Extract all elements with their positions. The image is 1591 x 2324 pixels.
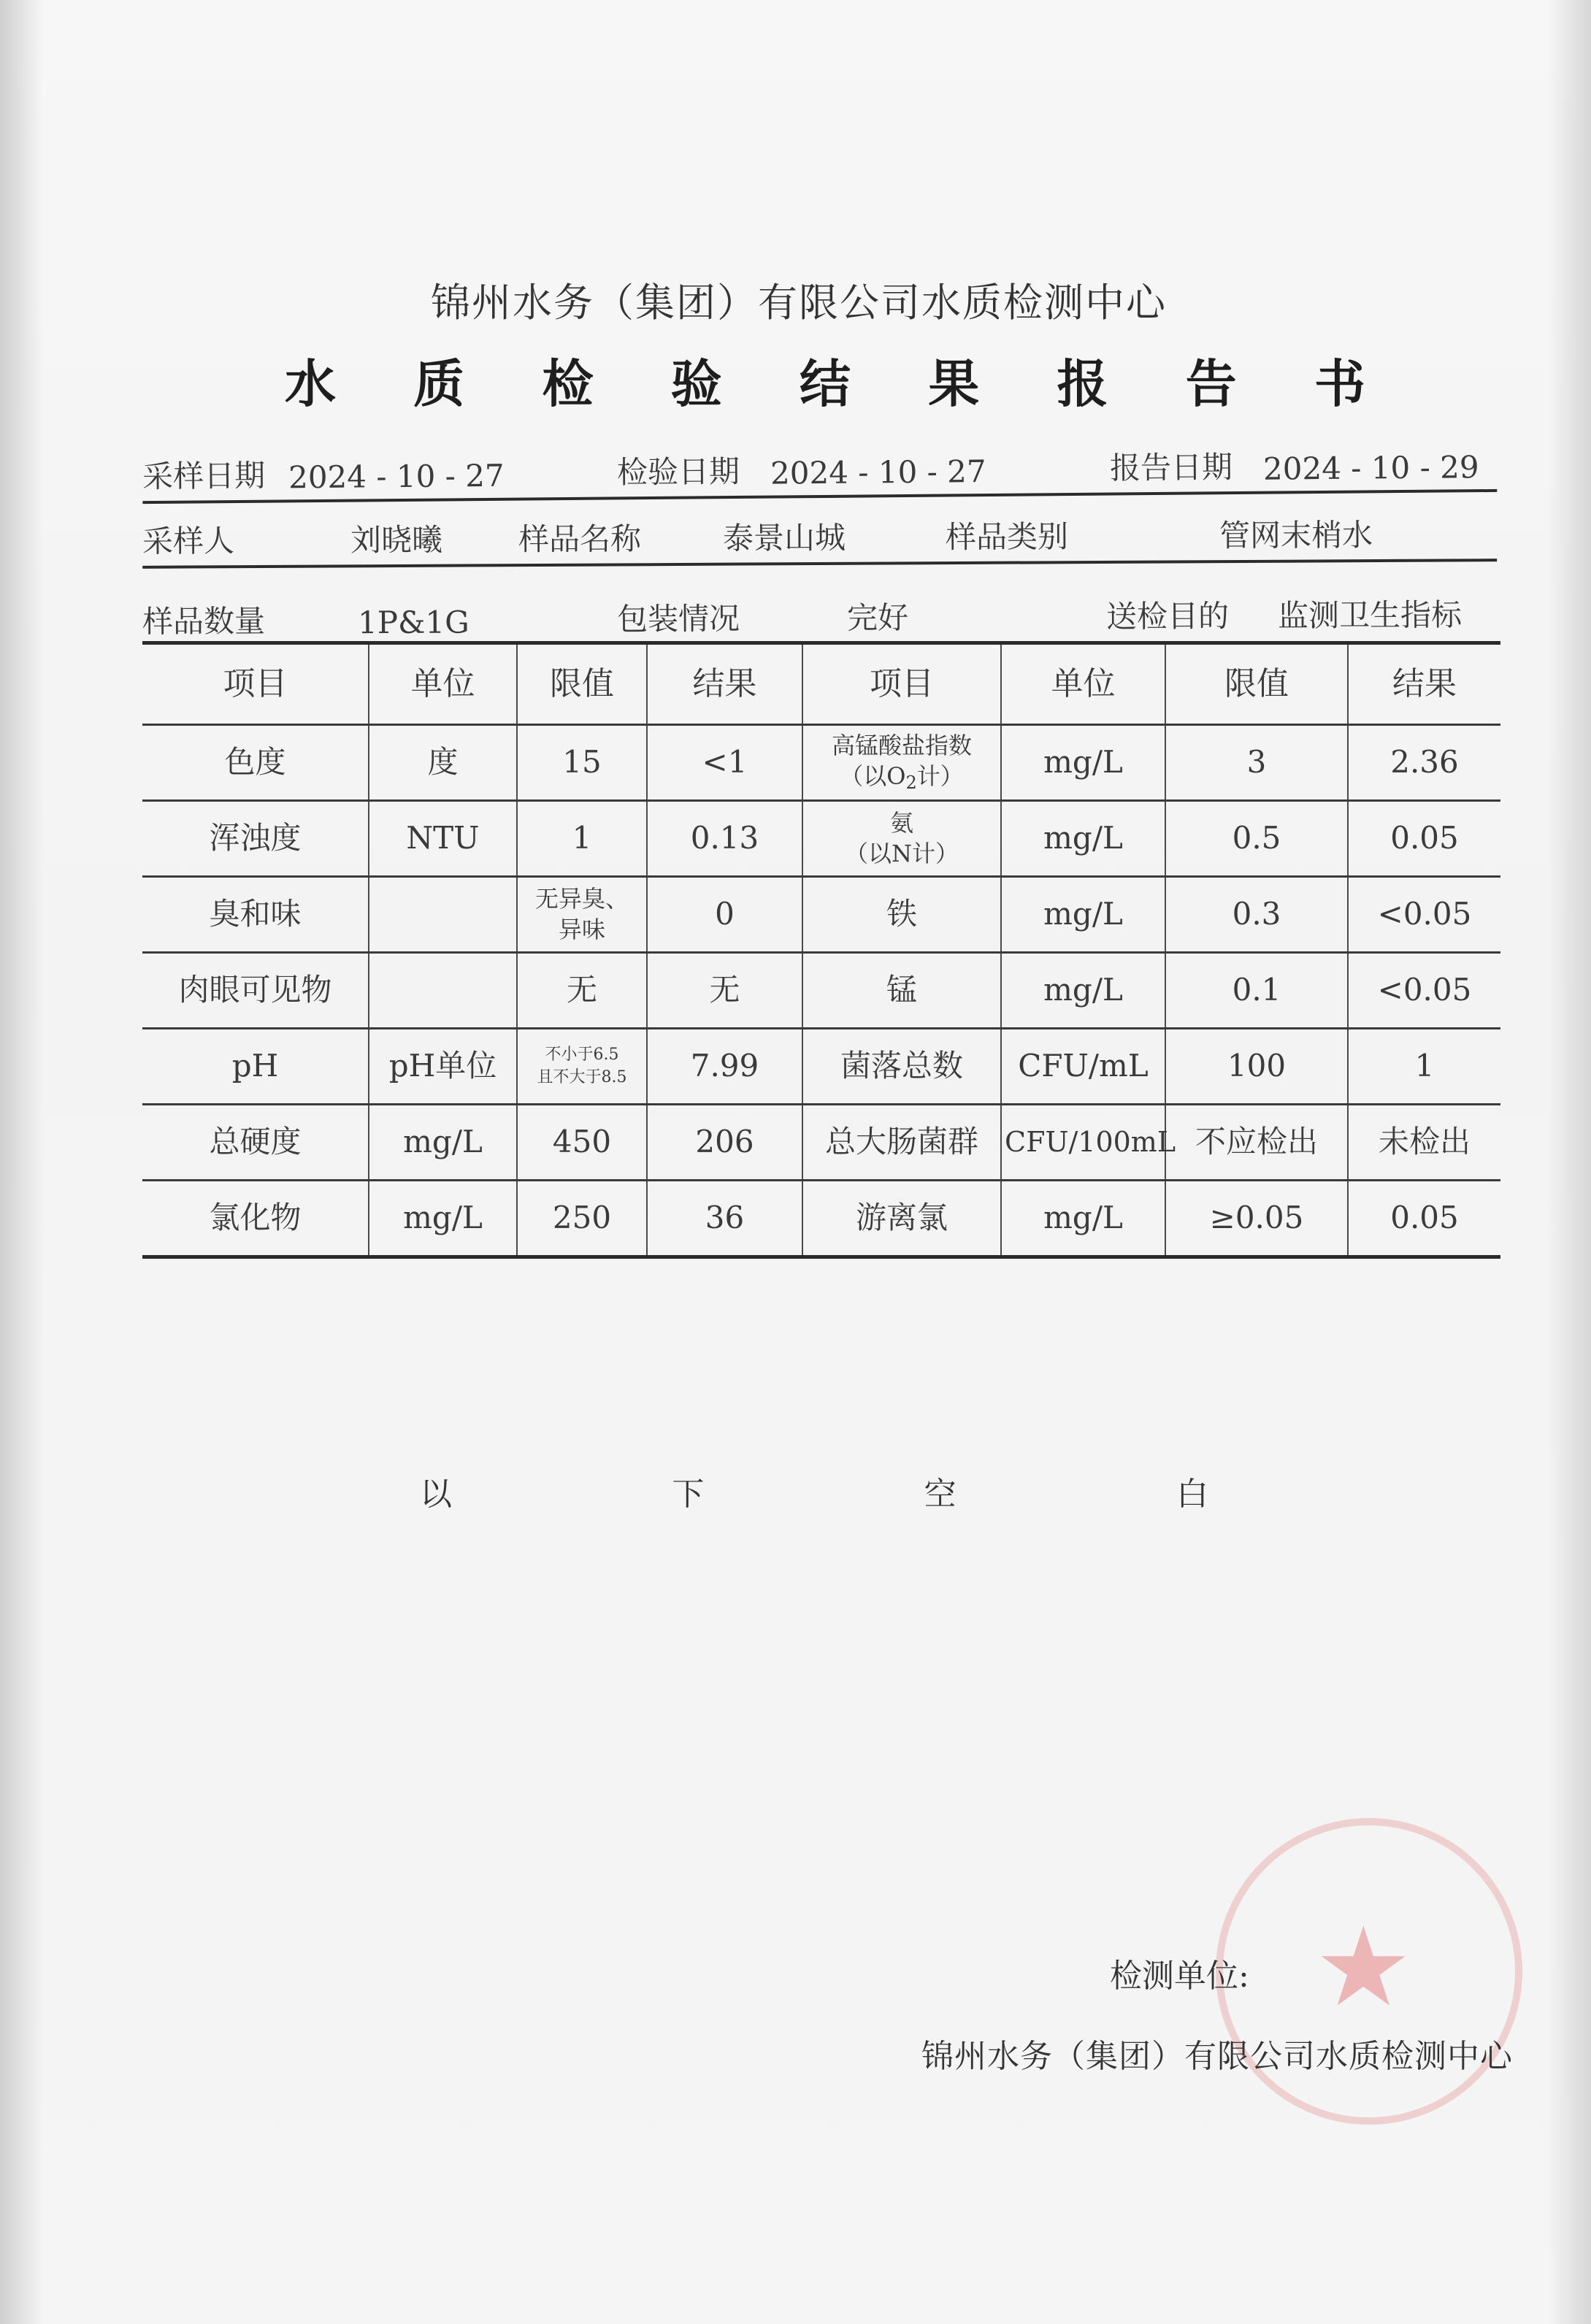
header-result: 结果 [1348, 643, 1500, 725]
item-name: 肉眼可见物 [142, 953, 369, 1029]
item-unit [369, 877, 517, 953]
header-item: 项目 [142, 643, 369, 725]
table-row [142, 801, 1500, 877]
table-row [142, 1181, 1500, 1257]
item-name: 总硬度 [142, 1105, 369, 1181]
testing-unit-label: 检测单位: [1110, 1957, 1249, 1995]
item-name: 浑浊度 [142, 801, 369, 877]
item-name: 游离氯 [802, 1181, 1001, 1257]
blank-note-char: 空 [924, 1476, 956, 1513]
item-name-cell [802, 725, 1001, 801]
item-name: 臭和味 [142, 877, 369, 953]
header-unit: 单位 [1001, 643, 1165, 725]
packaging-value: 完好 [846, 599, 909, 636]
title-char: 告 [1185, 353, 1237, 414]
testing-unit-name: 锦州水务（集团）有限公司水质检测中心 [921, 2038, 1513, 2075]
item-limit: 450 [517, 1105, 647, 1181]
official-seal [1216, 1818, 1522, 2125]
table-row [142, 725, 1500, 801]
item-result: 未检出 [1348, 1105, 1500, 1181]
report-date-label: 报告日期 [1109, 449, 1233, 486]
inspection-date-value: 2024 - 10 - 27 [770, 453, 986, 491]
item-result: 0.13 [647, 801, 802, 877]
blank-note-char: 下 [672, 1476, 705, 1513]
limit-line: 且不大于8.5 [537, 1067, 627, 1086]
item-unit: mg/L [1001, 1181, 1165, 1257]
item-result: 0.05 [1348, 801, 1500, 877]
table-row [142, 953, 1500, 1029]
item-limit: 0.5 [1165, 801, 1348, 877]
item-limit: 0.3 [1165, 877, 1348, 953]
limit-line: 不小于6.5 [545, 1045, 619, 1064]
item-name: 铁 [802, 877, 1001, 953]
item-result: 206 [647, 1105, 802, 1181]
item-limit: 3 [1165, 725, 1348, 801]
item-unit: mg/L [369, 1105, 517, 1181]
table-row [142, 1105, 1500, 1181]
blank-note-char: 以 [420, 1476, 452, 1513]
header-limit: 限值 [1165, 643, 1348, 725]
sample-name-value: 泰景山城 [722, 519, 846, 556]
item-result: 7.99 [647, 1029, 802, 1105]
title-char: 验 [670, 353, 722, 414]
title-char: 质 [413, 353, 465, 414]
title-char: 检 [542, 353, 594, 414]
blank-note-char: 白 [1176, 1476, 1208, 1513]
header-limit: 限值 [517, 643, 647, 725]
star-icon: ★ [1314, 1904, 1413, 2031]
item-unit [369, 953, 517, 1029]
item-result: 1 [1348, 1029, 1500, 1105]
report-date-value: 2024 - 10 - 29 [1262, 449, 1479, 487]
item-limit-cell [517, 1029, 647, 1105]
item-unit: mg/L [1001, 725, 1165, 801]
purpose-value: 监测卫生指标 [1277, 597, 1462, 634]
item-unit: mg/L [1001, 953, 1165, 1029]
sample-qty-label: 样品数量 [142, 602, 266, 640]
item-limit: 不应检出 [1165, 1105, 1348, 1181]
item-limit: 15 [517, 725, 647, 801]
organization-title: 锦州水务（集团）有限公司水质检测中心 [431, 280, 1167, 326]
item-result: <0.05 [1348, 953, 1500, 1029]
title-char: 结 [800, 353, 851, 414]
item-name: pH [142, 1029, 369, 1105]
blank-below-note [420, 1468, 1208, 1514]
item-unit: 度 [369, 725, 517, 801]
item-unit: mg/L [1001, 877, 1165, 953]
packaging-label: 包装情况 [616, 600, 740, 637]
item-name: 氨 [889, 808, 913, 837]
header-unit: 单位 [369, 643, 517, 725]
sample-name-label: 样品名称 [518, 521, 642, 558]
item-unit: CFU/100mL [1001, 1105, 1165, 1181]
item-name: 锰 [802, 953, 1001, 1029]
sample-type-label: 样品类别 [945, 518, 1069, 556]
report-title [285, 343, 1365, 417]
sampler-value: 刘晓曦 [350, 521, 443, 559]
sample-info-row [142, 500, 1497, 569]
dates-row [142, 431, 1498, 504]
item-unit: mg/L [369, 1181, 517, 1257]
sampler-label: 采样人 [142, 523, 235, 559]
item-limit-cell [517, 877, 647, 953]
item-result: <0.05 [1348, 877, 1500, 953]
item-name: 菌落总数 [802, 1029, 1001, 1105]
item-limit: 1 [517, 801, 647, 877]
purpose-label: 送检目的 [1105, 598, 1230, 634]
item-limit: 250 [517, 1181, 647, 1257]
limit-line: 异味 [558, 915, 605, 943]
item-result: <1 [647, 725, 802, 801]
limit-line: 无异臭、 [534, 884, 629, 913]
item-limit: 无 [517, 953, 647, 1029]
paper-right-shadow [1547, 0, 1591, 2324]
item-unit: mg/L [1001, 801, 1165, 877]
item-result: 无 [647, 953, 802, 1029]
inspection-date-label: 检验日期 [616, 453, 740, 491]
item-result: 0.05 [1348, 1181, 1500, 1257]
sample-detail-row [142, 580, 1497, 646]
item-result: 2.36 [1348, 725, 1500, 801]
title-char: 水 [285, 353, 336, 414]
item-unit: pH单位 [369, 1029, 517, 1105]
item-limit: ≥0.05 [1165, 1181, 1348, 1257]
title-char: 报 [1057, 353, 1108, 414]
title-char: 书 [1314, 353, 1365, 414]
item-limit: 0.1 [1165, 953, 1348, 1029]
paper-left-shadow [0, 0, 44, 2324]
header-result: 结果 [647, 643, 802, 725]
sample-qty-value: 1P&1G [357, 604, 469, 641]
sample-type-value: 管网末梢水 [1219, 517, 1373, 554]
sampling-date-label: 采样日期 [142, 457, 266, 495]
results-table [142, 641, 1500, 1259]
item-name: 总大肠菌群 [802, 1105, 1001, 1181]
table-header-row [142, 643, 1500, 725]
item-name: 色度 [142, 725, 369, 801]
table-row [142, 1029, 1500, 1105]
table-row [142, 877, 1500, 953]
header-item: 项目 [802, 643, 1001, 725]
item-name: 高锰酸盐指数 [831, 732, 972, 760]
item-basis-note: （以$O_2$计） [840, 762, 964, 793]
title-char: 果 [928, 353, 980, 414]
item-unit: NTU [369, 801, 517, 877]
item-result: 36 [647, 1181, 802, 1257]
item-name-cell [802, 801, 1001, 877]
item-unit: CFU/mL [1001, 1029, 1165, 1105]
sampling-date-value: 2024 - 10 - 27 [288, 457, 505, 496]
item-limit: 100 [1165, 1029, 1348, 1105]
item-result: 0 [647, 877, 802, 953]
item-basis-note: （以N计） [844, 839, 959, 867]
item-name: 氯化物 [142, 1181, 369, 1257]
